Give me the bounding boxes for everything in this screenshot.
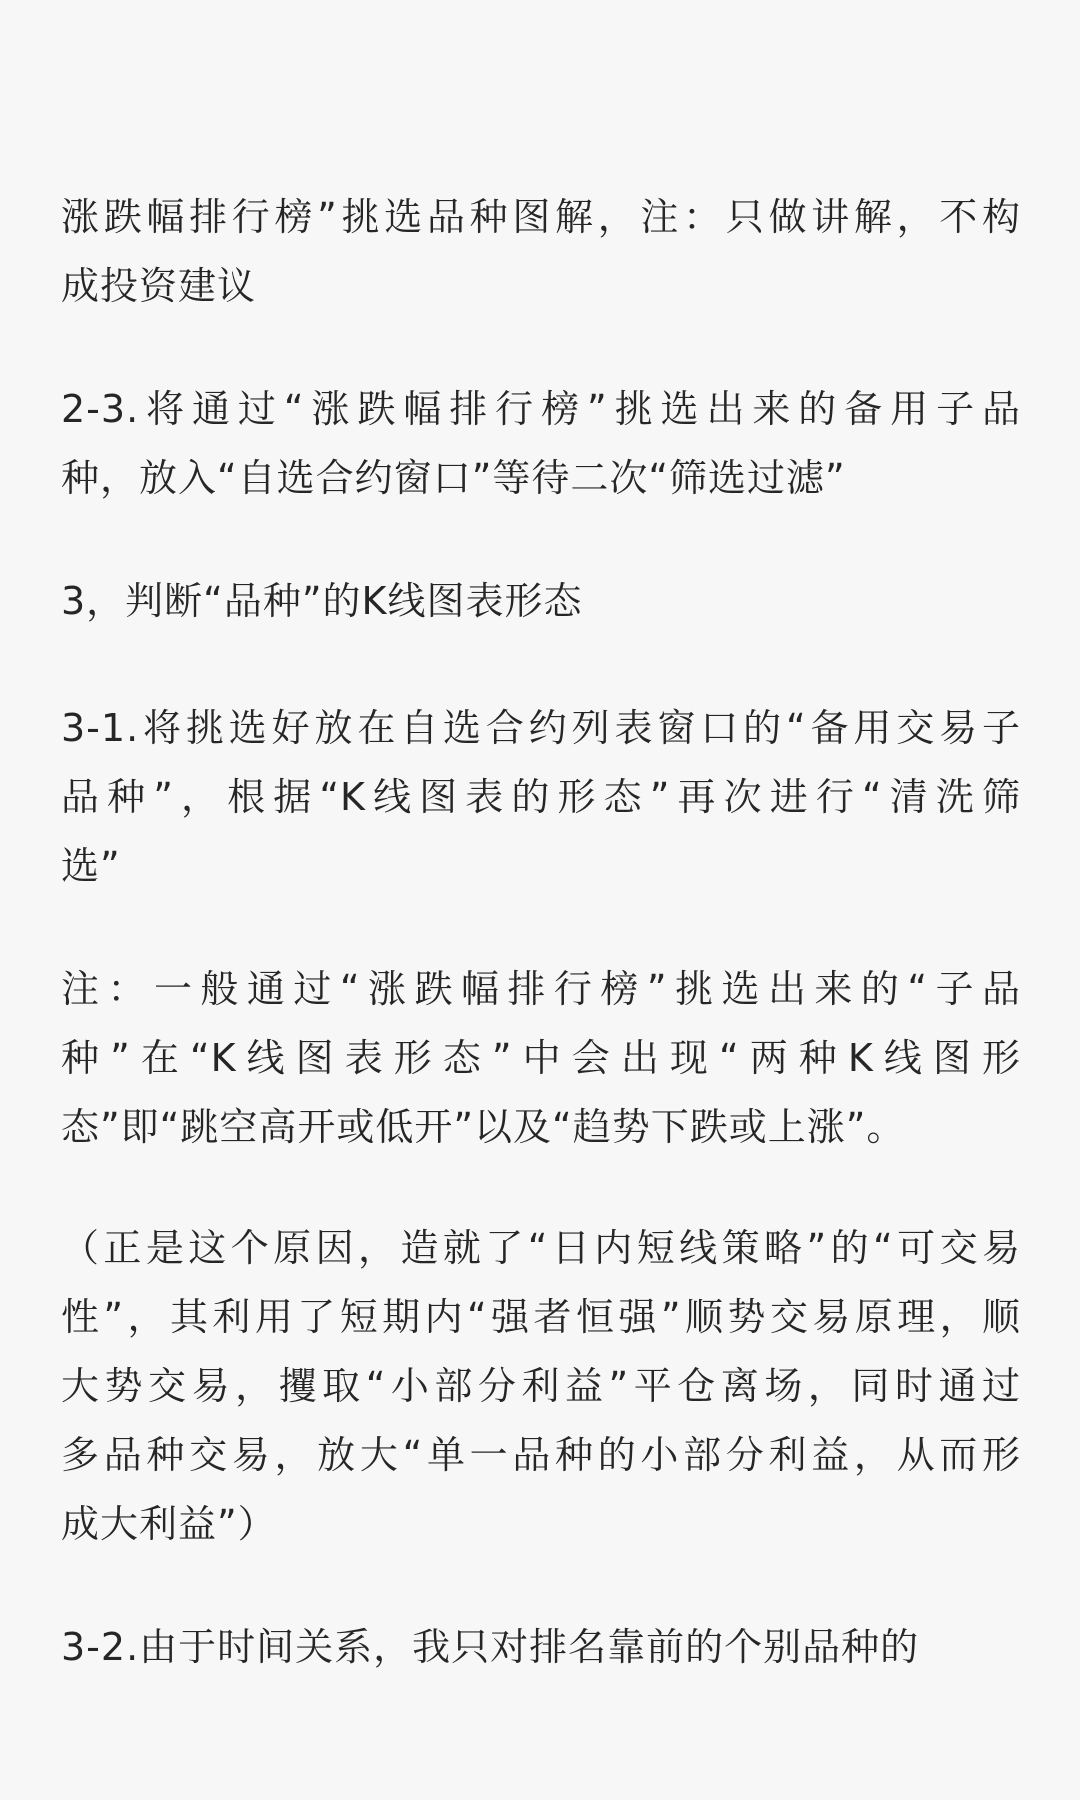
paragraph-step-3-2 — [61, 1613, 1021, 1682]
paragraph-step-3-heading — [61, 567, 1021, 636]
text-line: 大势交易，攫取“小部分利益”平仓离场，同时通过 — [61, 1364, 1021, 1408]
text-line: 成投资建议 — [61, 264, 257, 308]
paragraph-reason — [61, 1214, 1021, 1559]
text-line: 成大利益”） — [61, 1502, 277, 1546]
text-line: 性”，其利用了短期内“强者恒强”顺势交易原理，顺 — [61, 1295, 1021, 1339]
text-line: 种，放入“自选合约窗口”等待二次“筛选过滤” — [61, 456, 846, 500]
text-line: 2-3.将通过“涨跌幅排行榜”挑选出来的备用子品 — [61, 387, 1021, 431]
paragraph-step-2-3 — [61, 375, 1021, 513]
text-line: （正是这个原因，造就了“日内短线策略”的“可交易 — [61, 1226, 1021, 1270]
text-line: 选” — [61, 844, 121, 888]
paragraph-intro — [61, 183, 1021, 321]
text-line: 多品种交易，放大“单一品种的小部分利益，从而形 — [61, 1433, 1021, 1477]
text-line: 3-1.将挑选好放在自选合约列表窗口的“备用交易子 — [61, 706, 1021, 750]
text-line: 3，判断“品种”的K线图表形态 — [61, 579, 583, 623]
text-line: 3-2.由于时间关系，我只对排名靠前的个别品种的 — [61, 1625, 920, 1669]
text-line: 注：一般通过“涨跌幅排行榜”挑选出来的“子品 — [61, 967, 1021, 1011]
paragraph-step-3-1 — [61, 694, 1021, 901]
text-line: 品种”，根据“K线图表的形态”再次进行“清洗筛 — [61, 775, 1021, 819]
text-line: 种”在“K线图表形态”中会出现“两种K线图形 — [61, 1036, 1021, 1080]
paragraph-note — [61, 955, 1021, 1162]
text-line: 态”即“跳空高开或低开”以及“趋势下跌或上涨”。 — [61, 1105, 906, 1149]
text-line: 涨跌幅排行榜”挑选品种图解，注：只做讲解，不构 — [61, 195, 1021, 239]
